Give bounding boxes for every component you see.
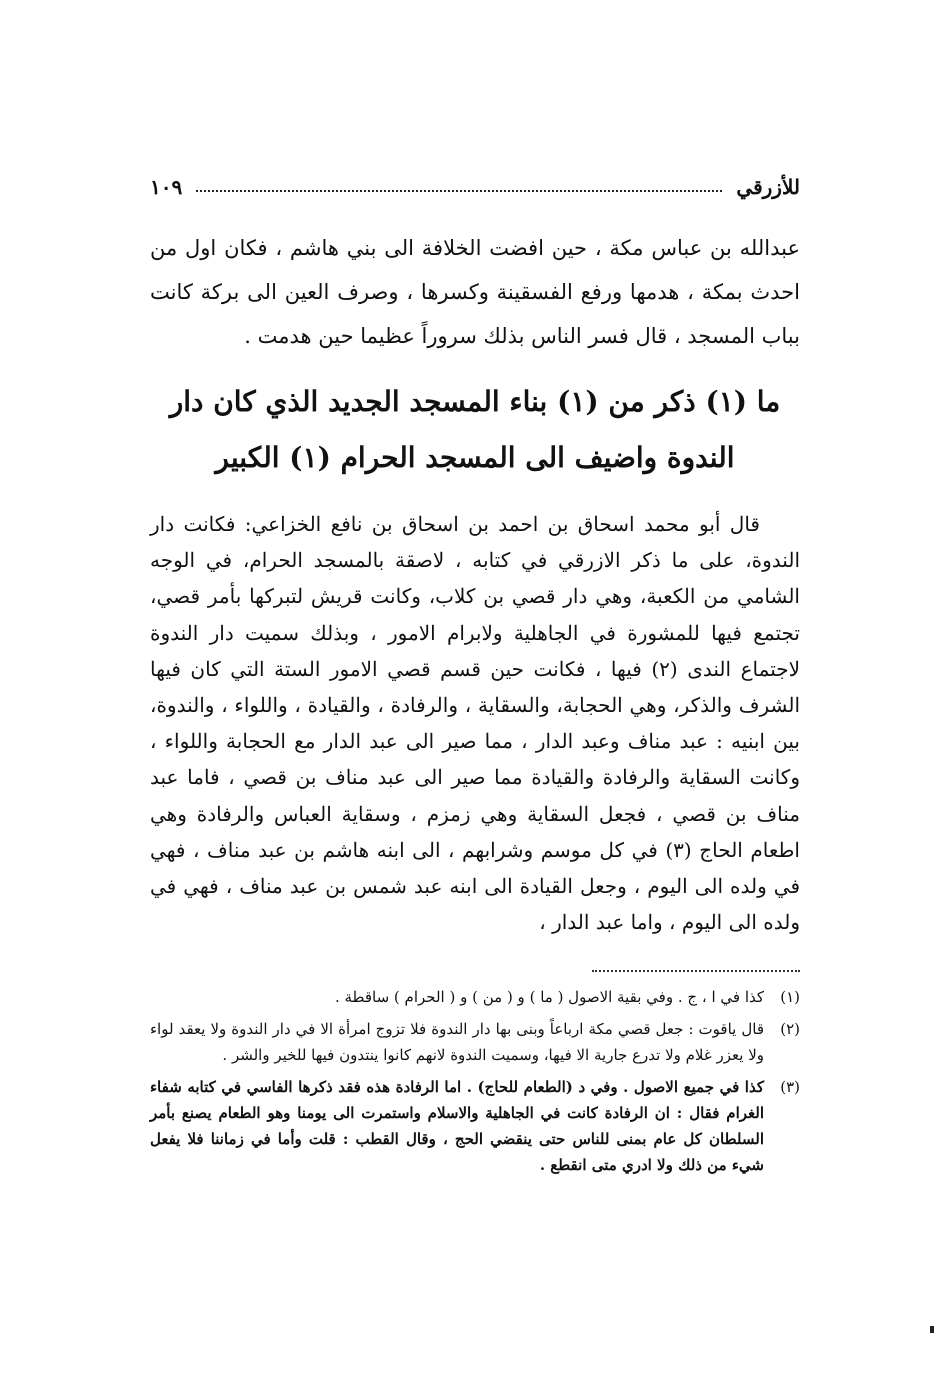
intro-text: عبدالله بن عباس مكة ، حين افضت الخلافة الى بني هاشم ، فكان اول من احدث بمكة ، هدمها ورفع الفسقينة وكسرها ، وصرف العين الى بركة كانت بباب المسجد ، قال فسر الناس بذلك سروراً عظيما حين هدمت . [150, 236, 800, 348]
scan-edge-mark [930, 1326, 934, 1333]
footnotes [150, 984, 800, 1184]
footnote-number: (٢) [780, 1020, 800, 1038]
footnote-3 [150, 1074, 800, 1178]
body-paragraph [150, 506, 800, 940]
footnote-text: كذا في ا ، ج . وفي بقية الاصول ( ما ) و ( من ) و ( الحرام ) ساقطة . [334, 988, 764, 1006]
footnote-2 [150, 1016, 800, 1068]
running-title: للأزرقي [736, 175, 800, 199]
intro-paragraph [150, 226, 800, 358]
section-heading [150, 374, 800, 486]
footnote-text: كذا في جميع الاصول . وفي د (الطعام للحاج) . اما الرفادة هذه فقد ذكرها الفاسي في كتابه شفاء الغرام فقال : ان الرفادة كانت في الجاهلية والاسلام واستمرت الى يومنا وهو الطعام يصنع بأمر السلطان كل عام بمنى للناس حتى ينقضي الحج ، وقال القطب : قلت وأما في زماننا فلا يفعل شيء من ذلك ولا ادري متى انقطع . [150, 1078, 764, 1174]
footnote-number: (٣) [780, 1078, 800, 1096]
page-number: ١٠٩ [150, 175, 183, 199]
footnote-text: قال ياقوت : جعل قصي مكة ارباعاً وبنى بها دار الندوة فلا تزوج امرأة الا في دار الندوة ولا يعقد لواء ولا يعزر غلام ولا تدرع جارية الا فيها، وسميت الندوة لانهم كانوا ينتدون فيها للخير والشر . [150, 1020, 764, 1064]
section-heading-line-2: الندوة واضيف الى المسجد الحرام (١) الكبير [215, 441, 735, 474]
running-head [150, 172, 800, 202]
dotted-leader [196, 190, 722, 192]
section-heading-line-1: ما (١) ذكر من (١) بناء المسجد الجديد الذي كان دار [169, 385, 781, 418]
footnote-separator [592, 970, 800, 972]
body-text: قال أبو محمد اسحاق بن احمد بن اسحاق بن نافع الخزاعي: فكانت دار الندوة، على ما ذكر الازرقي في كتابه ، لاصقة بالمسجد الحرام، في الوجه الشامي من الكعبة، وهي دار قصي بن كلاب، وكانت قريش لتبركها بأمر قصي، تجتمع فيها للمشورة في الجاهلية ولابرام الامور ، وبذلك سميت دار الندوة لاجتماع الندى (٢) فيها ، فكانت حين قسم قصي الامور الستة التي كان فيها الشرف والذكر، وهي الحجابة، والسقاية ، والرفادة ، والقيادة ، واللواء ، والندوة، بين ابنيه : عبد مناف وعبد الدار ، مما صير الى عبد الدار مع الحجابة واللواء ، وكانت السقاية والرفادة والقيادة مما صير الى عبد مناف بن قصي ، فاما عبد مناف بن قصي ، فجعل السقاية وهي زمزم ، وسقاية العباس والرفادة وهي اطعام الحاج (٣) في كل موسم وشرابهم ، الى ابنه هاشم بن عبد مناف ، فهي في ولده الى اليوم ، وجعل القيادة الى ابنه عبد شمس بن عبد مناف ، فهي في ولده الى اليوم ، واما عبد الدار ، [150, 512, 800, 935]
footnote-1 [150, 984, 800, 1010]
footnote-number: (١) [780, 988, 800, 1006]
